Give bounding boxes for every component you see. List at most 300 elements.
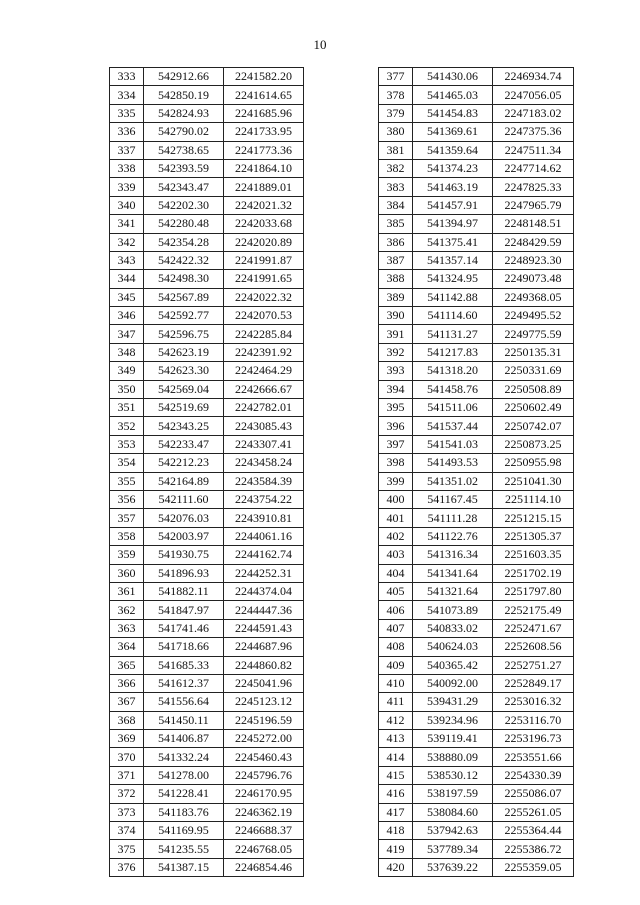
y-coordinate-cell: 2242666.67 bbox=[224, 380, 304, 398]
y-coordinate-cell: 2248923.30 bbox=[493, 251, 574, 269]
x-coordinate-cell: 542850.19 bbox=[144, 86, 224, 104]
x-coordinate-cell: 541359.64 bbox=[413, 141, 493, 159]
x-coordinate-cell: 541387.15 bbox=[144, 858, 224, 876]
table-row bbox=[110, 803, 304, 821]
table-row bbox=[379, 803, 574, 821]
point-number-cell: 397 bbox=[379, 435, 413, 453]
x-coordinate-cell: 542422.32 bbox=[144, 251, 224, 269]
x-coordinate-cell: 541374.23 bbox=[413, 159, 493, 177]
point-number-cell: 392 bbox=[379, 343, 413, 361]
x-coordinate-cell: 540365.42 bbox=[413, 656, 493, 674]
table-row bbox=[110, 104, 304, 122]
x-coordinate-cell: 542824.93 bbox=[144, 104, 224, 122]
table-row bbox=[110, 362, 304, 380]
point-number-cell: 391 bbox=[379, 325, 413, 343]
y-coordinate-cell: 2243910.81 bbox=[224, 509, 304, 527]
table-row bbox=[110, 656, 304, 674]
x-coordinate-cell: 542003.97 bbox=[144, 527, 224, 545]
table-row bbox=[110, 123, 304, 141]
point-number-cell: 377 bbox=[379, 68, 413, 86]
table-row bbox=[379, 270, 574, 288]
x-coordinate-cell: 542202.30 bbox=[144, 196, 224, 214]
x-coordinate-cell: 542498.30 bbox=[144, 270, 224, 288]
y-coordinate-cell: 2241889.01 bbox=[224, 178, 304, 196]
table-row bbox=[379, 711, 574, 729]
x-coordinate-cell: 539234.96 bbox=[413, 711, 493, 729]
table-row bbox=[379, 472, 574, 490]
table-row bbox=[379, 858, 574, 876]
table-row bbox=[379, 509, 574, 527]
y-coordinate-cell: 2250602.49 bbox=[493, 399, 574, 417]
point-number-cell: 356 bbox=[110, 490, 144, 508]
point-number-cell: 404 bbox=[379, 564, 413, 582]
y-coordinate-cell: 2241991.87 bbox=[224, 251, 304, 269]
x-coordinate-cell: 541142.88 bbox=[413, 288, 493, 306]
table-row bbox=[379, 307, 574, 325]
point-number-cell: 411 bbox=[379, 693, 413, 711]
point-number-cell: 335 bbox=[110, 104, 144, 122]
table-row bbox=[110, 840, 304, 858]
point-number-cell: 393 bbox=[379, 362, 413, 380]
x-coordinate-cell: 541183.76 bbox=[144, 803, 224, 821]
x-coordinate-cell: 538530.12 bbox=[413, 766, 493, 784]
y-coordinate-cell: 2242020.89 bbox=[224, 233, 304, 251]
point-number-cell: 383 bbox=[379, 178, 413, 196]
y-coordinate-cell: 2246768.05 bbox=[224, 840, 304, 858]
x-coordinate-cell: 542233.47 bbox=[144, 435, 224, 453]
y-coordinate-cell: 2251305.37 bbox=[493, 527, 574, 545]
point-number-cell: 337 bbox=[110, 141, 144, 159]
table-row bbox=[379, 288, 574, 306]
point-number-cell: 376 bbox=[110, 858, 144, 876]
y-coordinate-cell: 2242070.53 bbox=[224, 307, 304, 325]
table-row bbox=[379, 380, 574, 398]
point-number-cell: 373 bbox=[110, 803, 144, 821]
y-coordinate-cell: 2248429.59 bbox=[493, 233, 574, 251]
point-number-cell: 401 bbox=[379, 509, 413, 527]
y-coordinate-cell: 2255386.72 bbox=[493, 840, 574, 858]
y-coordinate-cell: 2244860.82 bbox=[224, 656, 304, 674]
point-number-cell: 402 bbox=[379, 527, 413, 545]
table-row bbox=[379, 233, 574, 251]
point-number-cell: 366 bbox=[110, 674, 144, 692]
y-coordinate-cell: 2241582.20 bbox=[224, 68, 304, 86]
point-number-cell: 385 bbox=[379, 215, 413, 233]
table-row bbox=[379, 638, 574, 656]
point-number-cell: 372 bbox=[110, 785, 144, 803]
table-row bbox=[379, 104, 574, 122]
x-coordinate-cell: 541537.44 bbox=[413, 417, 493, 435]
table-row bbox=[379, 730, 574, 748]
table-row bbox=[110, 711, 304, 729]
table-body-left bbox=[110, 68, 304, 877]
table-row bbox=[379, 417, 574, 435]
y-coordinate-cell: 2252751.27 bbox=[493, 656, 574, 674]
table-row bbox=[379, 564, 574, 582]
x-coordinate-cell: 541430.06 bbox=[413, 68, 493, 86]
y-coordinate-cell: 2250135.31 bbox=[493, 343, 574, 361]
y-coordinate-cell: 2243307.41 bbox=[224, 435, 304, 453]
point-number-cell: 378 bbox=[379, 86, 413, 104]
table-row bbox=[110, 527, 304, 545]
table-row bbox=[379, 619, 574, 637]
point-number-cell: 371 bbox=[110, 766, 144, 784]
point-number-cell: 352 bbox=[110, 417, 144, 435]
table-row bbox=[379, 362, 574, 380]
y-coordinate-cell: 2251797.80 bbox=[493, 582, 574, 600]
y-coordinate-cell: 2244447.36 bbox=[224, 601, 304, 619]
x-coordinate-cell: 541324.95 bbox=[413, 270, 493, 288]
x-coordinate-cell: 541556.64 bbox=[144, 693, 224, 711]
table-row bbox=[379, 251, 574, 269]
x-coordinate-cell: 541341.64 bbox=[413, 564, 493, 582]
x-coordinate-cell: 542596.75 bbox=[144, 325, 224, 343]
x-coordinate-cell: 541847.97 bbox=[144, 601, 224, 619]
y-coordinate-cell: 2247511.34 bbox=[493, 141, 574, 159]
table-row bbox=[110, 68, 304, 86]
y-coordinate-cell: 2241614.65 bbox=[224, 86, 304, 104]
point-number-cell: 375 bbox=[110, 840, 144, 858]
point-number-cell: 345 bbox=[110, 288, 144, 306]
x-coordinate-cell: 541316.34 bbox=[413, 546, 493, 564]
y-coordinate-cell: 2242022.32 bbox=[224, 288, 304, 306]
point-number-cell: 357 bbox=[110, 509, 144, 527]
point-number-cell: 350 bbox=[110, 380, 144, 398]
table-row bbox=[379, 748, 574, 766]
y-coordinate-cell: 2247056.05 bbox=[493, 86, 574, 104]
point-number-cell: 346 bbox=[110, 307, 144, 325]
y-coordinate-cell: 2252608.56 bbox=[493, 638, 574, 656]
point-number-cell: 389 bbox=[379, 288, 413, 306]
x-coordinate-cell: 539119.41 bbox=[413, 730, 493, 748]
table-row bbox=[110, 601, 304, 619]
y-coordinate-cell: 2250742.07 bbox=[493, 417, 574, 435]
x-coordinate-cell: 541073.89 bbox=[413, 601, 493, 619]
point-number-cell: 413 bbox=[379, 730, 413, 748]
table-row bbox=[110, 693, 304, 711]
table-row bbox=[379, 693, 574, 711]
table-row bbox=[110, 748, 304, 766]
y-coordinate-cell: 2245796.76 bbox=[224, 766, 304, 784]
point-number-cell: 369 bbox=[110, 730, 144, 748]
x-coordinate-cell: 541612.37 bbox=[144, 674, 224, 692]
point-number-cell: 412 bbox=[379, 711, 413, 729]
x-coordinate-cell: 541369.61 bbox=[413, 123, 493, 141]
table-row bbox=[379, 86, 574, 104]
point-number-cell: 334 bbox=[110, 86, 144, 104]
y-coordinate-cell: 2247965.79 bbox=[493, 196, 574, 214]
table-row bbox=[379, 674, 574, 692]
point-number-cell: 382 bbox=[379, 159, 413, 177]
y-coordinate-cell: 2252471.67 bbox=[493, 619, 574, 637]
table-row bbox=[110, 564, 304, 582]
x-coordinate-cell: 542567.89 bbox=[144, 288, 224, 306]
x-coordinate-cell: 537942.63 bbox=[413, 822, 493, 840]
x-coordinate-cell: 542623.19 bbox=[144, 343, 224, 361]
x-coordinate-cell: 542111.60 bbox=[144, 490, 224, 508]
x-coordinate-cell: 541217.83 bbox=[413, 343, 493, 361]
y-coordinate-cell: 2250955.98 bbox=[493, 454, 574, 472]
point-number-cell: 395 bbox=[379, 399, 413, 417]
y-coordinate-cell: 2242464.29 bbox=[224, 362, 304, 380]
table-row bbox=[379, 325, 574, 343]
y-coordinate-cell: 2253196.73 bbox=[493, 730, 574, 748]
x-coordinate-cell: 541493.53 bbox=[413, 454, 493, 472]
table-row bbox=[110, 546, 304, 564]
x-coordinate-cell: 537789.34 bbox=[413, 840, 493, 858]
table-row bbox=[110, 858, 304, 876]
y-coordinate-cell: 2241991.65 bbox=[224, 270, 304, 288]
y-coordinate-cell: 2254330.39 bbox=[493, 766, 574, 784]
point-number-cell: 390 bbox=[379, 307, 413, 325]
point-number-cell: 374 bbox=[110, 822, 144, 840]
x-coordinate-cell: 539431.29 bbox=[413, 693, 493, 711]
point-number-cell: 364 bbox=[110, 638, 144, 656]
point-number-cell: 361 bbox=[110, 582, 144, 600]
y-coordinate-cell: 2246362.19 bbox=[224, 803, 304, 821]
y-coordinate-cell: 2253116.70 bbox=[493, 711, 574, 729]
table-row bbox=[379, 490, 574, 508]
point-number-cell: 343 bbox=[110, 251, 144, 269]
x-coordinate-cell: 542076.03 bbox=[144, 509, 224, 527]
x-coordinate-cell: 541882.11 bbox=[144, 582, 224, 600]
x-coordinate-cell: 541228.41 bbox=[144, 785, 224, 803]
x-coordinate-cell: 541332.24 bbox=[144, 748, 224, 766]
x-coordinate-cell: 541896.93 bbox=[144, 564, 224, 582]
coordinates-table-left bbox=[109, 67, 304, 877]
y-coordinate-cell: 2245041.96 bbox=[224, 674, 304, 692]
point-number-cell: 360 bbox=[110, 564, 144, 582]
x-coordinate-cell: 541131.27 bbox=[413, 325, 493, 343]
x-coordinate-cell: 541278.00 bbox=[144, 766, 224, 784]
point-number-cell: 341 bbox=[110, 215, 144, 233]
table-row bbox=[110, 417, 304, 435]
point-number-cell: 408 bbox=[379, 638, 413, 656]
point-number-cell: 368 bbox=[110, 711, 144, 729]
table-row bbox=[110, 730, 304, 748]
x-coordinate-cell: 541235.55 bbox=[144, 840, 224, 858]
table-row bbox=[379, 527, 574, 545]
table-row bbox=[110, 178, 304, 196]
table-row bbox=[110, 343, 304, 361]
point-number-cell: 362 bbox=[110, 601, 144, 619]
y-coordinate-cell: 2245123.12 bbox=[224, 693, 304, 711]
y-coordinate-cell: 2251603.35 bbox=[493, 546, 574, 564]
table-row bbox=[110, 307, 304, 325]
x-coordinate-cell: 541111.28 bbox=[413, 509, 493, 527]
x-coordinate-cell: 541450.11 bbox=[144, 711, 224, 729]
point-number-cell: 398 bbox=[379, 454, 413, 472]
y-coordinate-cell: 2253551.66 bbox=[493, 748, 574, 766]
table-row bbox=[110, 86, 304, 104]
table-row bbox=[379, 196, 574, 214]
point-number-cell: 380 bbox=[379, 123, 413, 141]
table-row bbox=[110, 233, 304, 251]
table-row bbox=[110, 766, 304, 784]
table-row bbox=[379, 766, 574, 784]
point-number-cell: 370 bbox=[110, 748, 144, 766]
table-row bbox=[110, 472, 304, 490]
table-row bbox=[379, 68, 574, 86]
table-body-right bbox=[379, 68, 574, 877]
coordinates-table-right bbox=[378, 67, 574, 877]
point-number-cell: 416 bbox=[379, 785, 413, 803]
y-coordinate-cell: 2246934.74 bbox=[493, 68, 574, 86]
y-coordinate-cell: 2244061.16 bbox=[224, 527, 304, 545]
point-number-cell: 407 bbox=[379, 619, 413, 637]
y-coordinate-cell: 2241864.10 bbox=[224, 159, 304, 177]
y-coordinate-cell: 2251041.30 bbox=[493, 472, 574, 490]
table-row bbox=[379, 141, 574, 159]
x-coordinate-cell: 538880.09 bbox=[413, 748, 493, 766]
x-coordinate-cell: 541375.41 bbox=[413, 233, 493, 251]
x-coordinate-cell: 541454.83 bbox=[413, 104, 493, 122]
table-row bbox=[110, 509, 304, 527]
table-row bbox=[110, 196, 304, 214]
y-coordinate-cell: 2246688.37 bbox=[224, 822, 304, 840]
y-coordinate-cell: 2241733.95 bbox=[224, 123, 304, 141]
table-row bbox=[110, 619, 304, 637]
x-coordinate-cell: 537639.22 bbox=[413, 858, 493, 876]
point-number-cell: 417 bbox=[379, 803, 413, 821]
page-number: 10 bbox=[313, 37, 327, 52]
table-row bbox=[110, 270, 304, 288]
point-number-cell: 338 bbox=[110, 159, 144, 177]
y-coordinate-cell: 2244162.74 bbox=[224, 546, 304, 564]
point-number-cell: 355 bbox=[110, 472, 144, 490]
y-coordinate-cell: 2247183.02 bbox=[493, 104, 574, 122]
point-number-cell: 353 bbox=[110, 435, 144, 453]
y-coordinate-cell: 2244374.04 bbox=[224, 582, 304, 600]
y-coordinate-cell: 2242021.32 bbox=[224, 196, 304, 214]
x-coordinate-cell: 541167.45 bbox=[413, 490, 493, 508]
y-coordinate-cell: 2243458.24 bbox=[224, 454, 304, 472]
table-row bbox=[110, 380, 304, 398]
point-number-cell: 403 bbox=[379, 546, 413, 564]
y-coordinate-cell: 2244591.43 bbox=[224, 619, 304, 637]
point-number-cell: 351 bbox=[110, 399, 144, 417]
y-coordinate-cell: 2243085.43 bbox=[224, 417, 304, 435]
point-number-cell: 367 bbox=[110, 693, 144, 711]
table-row bbox=[379, 656, 574, 674]
y-coordinate-cell: 2244687.96 bbox=[224, 638, 304, 656]
x-coordinate-cell: 541541.03 bbox=[413, 435, 493, 453]
y-coordinate-cell: 2250873.25 bbox=[493, 435, 574, 453]
y-coordinate-cell: 2247375.36 bbox=[493, 123, 574, 141]
table-row bbox=[110, 141, 304, 159]
point-number-cell: 415 bbox=[379, 766, 413, 784]
y-coordinate-cell: 2242391.92 bbox=[224, 343, 304, 361]
point-number-cell: 363 bbox=[110, 619, 144, 637]
point-number-cell: 342 bbox=[110, 233, 144, 251]
x-coordinate-cell: 541351.02 bbox=[413, 472, 493, 490]
point-number-cell: 381 bbox=[379, 141, 413, 159]
y-coordinate-cell: 2252849.17 bbox=[493, 674, 574, 692]
table-row bbox=[110, 159, 304, 177]
x-coordinate-cell: 542623.30 bbox=[144, 362, 224, 380]
point-number-cell: 347 bbox=[110, 325, 144, 343]
table-row bbox=[110, 399, 304, 417]
y-coordinate-cell: 2251215.15 bbox=[493, 509, 574, 527]
table-row bbox=[110, 582, 304, 600]
x-coordinate-cell: 541357.14 bbox=[413, 251, 493, 269]
point-number-cell: 388 bbox=[379, 270, 413, 288]
point-number-cell: 396 bbox=[379, 417, 413, 435]
x-coordinate-cell: 542790.02 bbox=[144, 123, 224, 141]
point-number-cell: 400 bbox=[379, 490, 413, 508]
y-coordinate-cell: 2251702.19 bbox=[493, 564, 574, 582]
table-row bbox=[379, 343, 574, 361]
table-row bbox=[379, 601, 574, 619]
point-number-cell: 348 bbox=[110, 343, 144, 361]
table-row bbox=[379, 435, 574, 453]
table-row bbox=[110, 674, 304, 692]
x-coordinate-cell: 542343.25 bbox=[144, 417, 224, 435]
point-number-cell: 344 bbox=[110, 270, 144, 288]
y-coordinate-cell: 2253016.32 bbox=[493, 693, 574, 711]
y-coordinate-cell: 2249775.59 bbox=[493, 325, 574, 343]
y-coordinate-cell: 2244252.31 bbox=[224, 564, 304, 582]
y-coordinate-cell: 2249073.48 bbox=[493, 270, 574, 288]
x-coordinate-cell: 541511.06 bbox=[413, 399, 493, 417]
y-coordinate-cell: 2242782.01 bbox=[224, 399, 304, 417]
x-coordinate-cell: 542343.47 bbox=[144, 178, 224, 196]
table-row bbox=[379, 123, 574, 141]
point-number-cell: 399 bbox=[379, 472, 413, 490]
table-row bbox=[110, 215, 304, 233]
y-coordinate-cell: 2243584.39 bbox=[224, 472, 304, 490]
x-coordinate-cell: 541465.03 bbox=[413, 86, 493, 104]
x-coordinate-cell: 542592.77 bbox=[144, 307, 224, 325]
point-number-cell: 419 bbox=[379, 840, 413, 858]
x-coordinate-cell: 542212.23 bbox=[144, 454, 224, 472]
table-row bbox=[110, 325, 304, 343]
point-number-cell: 358 bbox=[110, 527, 144, 545]
table-row bbox=[379, 785, 574, 803]
table-row bbox=[379, 454, 574, 472]
table-row bbox=[110, 454, 304, 472]
y-coordinate-cell: 2247714.62 bbox=[493, 159, 574, 177]
table-row bbox=[379, 582, 574, 600]
y-coordinate-cell: 2249368.05 bbox=[493, 288, 574, 306]
table-row bbox=[110, 822, 304, 840]
y-coordinate-cell: 2246854.46 bbox=[224, 858, 304, 876]
point-number-cell: 365 bbox=[110, 656, 144, 674]
y-coordinate-cell: 2245460.43 bbox=[224, 748, 304, 766]
point-number-cell: 359 bbox=[110, 546, 144, 564]
table-row bbox=[110, 638, 304, 656]
x-coordinate-cell: 542354.28 bbox=[144, 233, 224, 251]
table-row bbox=[379, 159, 574, 177]
x-coordinate-cell: 541463.19 bbox=[413, 178, 493, 196]
x-coordinate-cell: 540833.02 bbox=[413, 619, 493, 637]
y-coordinate-cell: 2249495.52 bbox=[493, 307, 574, 325]
y-coordinate-cell: 2255261.05 bbox=[493, 803, 574, 821]
table-row bbox=[379, 399, 574, 417]
point-number-cell: 386 bbox=[379, 233, 413, 251]
table-row bbox=[379, 822, 574, 840]
x-coordinate-cell: 541114.60 bbox=[413, 307, 493, 325]
x-coordinate-cell: 540092.00 bbox=[413, 674, 493, 692]
y-coordinate-cell: 2245272.00 bbox=[224, 730, 304, 748]
x-coordinate-cell: 541457.91 bbox=[413, 196, 493, 214]
x-coordinate-cell: 538084.60 bbox=[413, 803, 493, 821]
x-coordinate-cell: 541122.76 bbox=[413, 527, 493, 545]
x-coordinate-cell: 542569.04 bbox=[144, 380, 224, 398]
y-coordinate-cell: 2241773.36 bbox=[224, 141, 304, 159]
point-number-cell: 414 bbox=[379, 748, 413, 766]
y-coordinate-cell: 2248148.51 bbox=[493, 215, 574, 233]
